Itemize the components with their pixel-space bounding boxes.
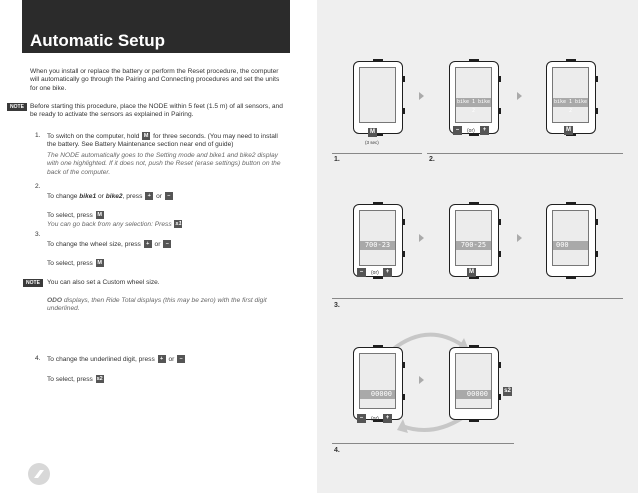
device-7 — [353, 347, 403, 420]
step-4-label: 4. — [334, 447, 340, 454]
note-text: Before starting this procedure, place the NODE within 5 feet (1.5 m) of all sensors, and be ready to activate the sensors as explained in Pairing. — [30, 103, 283, 119]
step-3-select — [47, 259, 287, 268]
intro-text: When you install or replace the battery or perform the Reset procedure, the computer will automatically go through the Pairing and Connecting procedures and set the units for one bike. — [30, 68, 280, 92]
digit-band: 00000 — [456, 390, 491, 399]
minus-key-icon: – — [165, 192, 173, 200]
minus-key-icon: – — [357, 414, 366, 423]
step-2-or-2: or — [156, 192, 162, 200]
plus-key-icon: + — [480, 126, 489, 135]
or-label: (or) — [371, 270, 379, 276]
note-badge: NOTE — [7, 103, 27, 111]
minus-key-icon: – — [177, 355, 185, 363]
step-4-select — [47, 375, 287, 384]
m-key-icon: M — [97, 260, 102, 266]
plus-key-icon: + — [383, 414, 392, 423]
step-2-select-text: To select, press — [47, 211, 93, 219]
arrow-right-icon — [419, 376, 424, 384]
bike-select-band: bike 1 bike 2 — [456, 99, 491, 114]
step-3-num: 3. — [35, 231, 41, 238]
step-1-num: 1. — [35, 132, 41, 139]
step-2-italic-text: You can go back from any selection: Press — [47, 220, 172, 228]
bike1-label: bike1 — [79, 192, 97, 200]
m-key-icon: M — [469, 269, 474, 275]
odo-label: ODO — [47, 297, 63, 304]
note-2-odo — [47, 297, 287, 314]
illustration-panel — [317, 0, 638, 493]
step-4-select-text: To select, press — [47, 375, 93, 383]
brand-logo-icon — [28, 463, 50, 485]
plus-key-icon: + — [383, 268, 392, 277]
step-2-or: or — [98, 192, 104, 200]
bike2-label: bike2 — [105, 192, 123, 200]
step-3-text-a: To change the wheel size, press — [47, 240, 141, 248]
hold-label: (3 sec) — [365, 140, 379, 145]
digit-band: 00000 — [360, 390, 395, 399]
step-1-text-a: To switch on the computer, hold — [47, 132, 140, 140]
step-1-label: 1. — [334, 156, 340, 163]
title-bar — [22, 0, 290, 53]
step-2-text — [47, 192, 287, 201]
minus-key-icon: – — [357, 268, 366, 277]
odo-band: 000 — [553, 241, 588, 250]
bike-select-band: bike 1 bike 2 — [553, 99, 588, 114]
step-1-text-b: for three seconds. (You may need to install the battery. See Battery Maintenance section near end of guide) — [47, 132, 278, 149]
device-8 — [449, 347, 499, 420]
step-4-or: or — [168, 355, 175, 363]
step-2-italic — [47, 220, 287, 229]
page-title: Automatic Setup — [30, 31, 166, 50]
step-2-text-a: To change — [47, 192, 78, 200]
step-2-label: 2. — [429, 156, 435, 163]
plus-key-icon: + — [145, 192, 153, 200]
m-key-icon: M — [143, 133, 149, 139]
step-3-or: or — [154, 240, 161, 248]
m-key-icon: M — [566, 127, 571, 133]
s2-key-icon: s2 — [96, 376, 103, 382]
wheel-size-band: 700-25 — [456, 241, 491, 250]
m-key-icon: M — [370, 129, 375, 135]
or-label: (or) — [371, 416, 379, 422]
step-4-text-a: To change the underlined digit, press — [47, 355, 155, 363]
step-4-text — [47, 355, 287, 364]
m-key-icon: M — [97, 212, 102, 218]
odo-text: displays, then Ride Total displays (this may be zero) with the first digit underlined. — [47, 297, 267, 313]
step-2-select — [47, 211, 287, 220]
plus-key-icon: + — [144, 240, 152, 248]
device-screen — [455, 353, 492, 409]
wheel-size-band: 700-23 — [360, 241, 395, 250]
note-badge-2: NOTE — [23, 279, 43, 287]
step-2-press: , press — [122, 192, 143, 200]
step-3-text — [47, 240, 287, 249]
minus-key-icon: – — [453, 126, 462, 135]
step-3-select-text: To select, press — [47, 259, 93, 267]
or-label: (or) — [467, 128, 475, 134]
plus-key-icon: + — [158, 355, 166, 363]
note-2-text: You can also set a Custom wheel size. — [47, 279, 160, 286]
step-1-italic: The NODE automatically goes to the Setting mode and bike1 and bike2 display with one highlighted. If it does not, push the Reset (erase settings) button on the back of the computer. — [47, 152, 281, 176]
s1-key-icon: s1 — [175, 221, 182, 227]
minus-key-icon: – — [163, 240, 171, 248]
device-screen — [359, 353, 396, 409]
step-1-text — [47, 132, 287, 150]
step-4-rule — [332, 443, 514, 444]
step-2-num: 2. — [35, 183, 41, 190]
step-3-label: 3. — [334, 302, 340, 309]
step-4-num: 4. — [35, 355, 41, 362]
s2-key-icon: s2 — [504, 388, 511, 394]
